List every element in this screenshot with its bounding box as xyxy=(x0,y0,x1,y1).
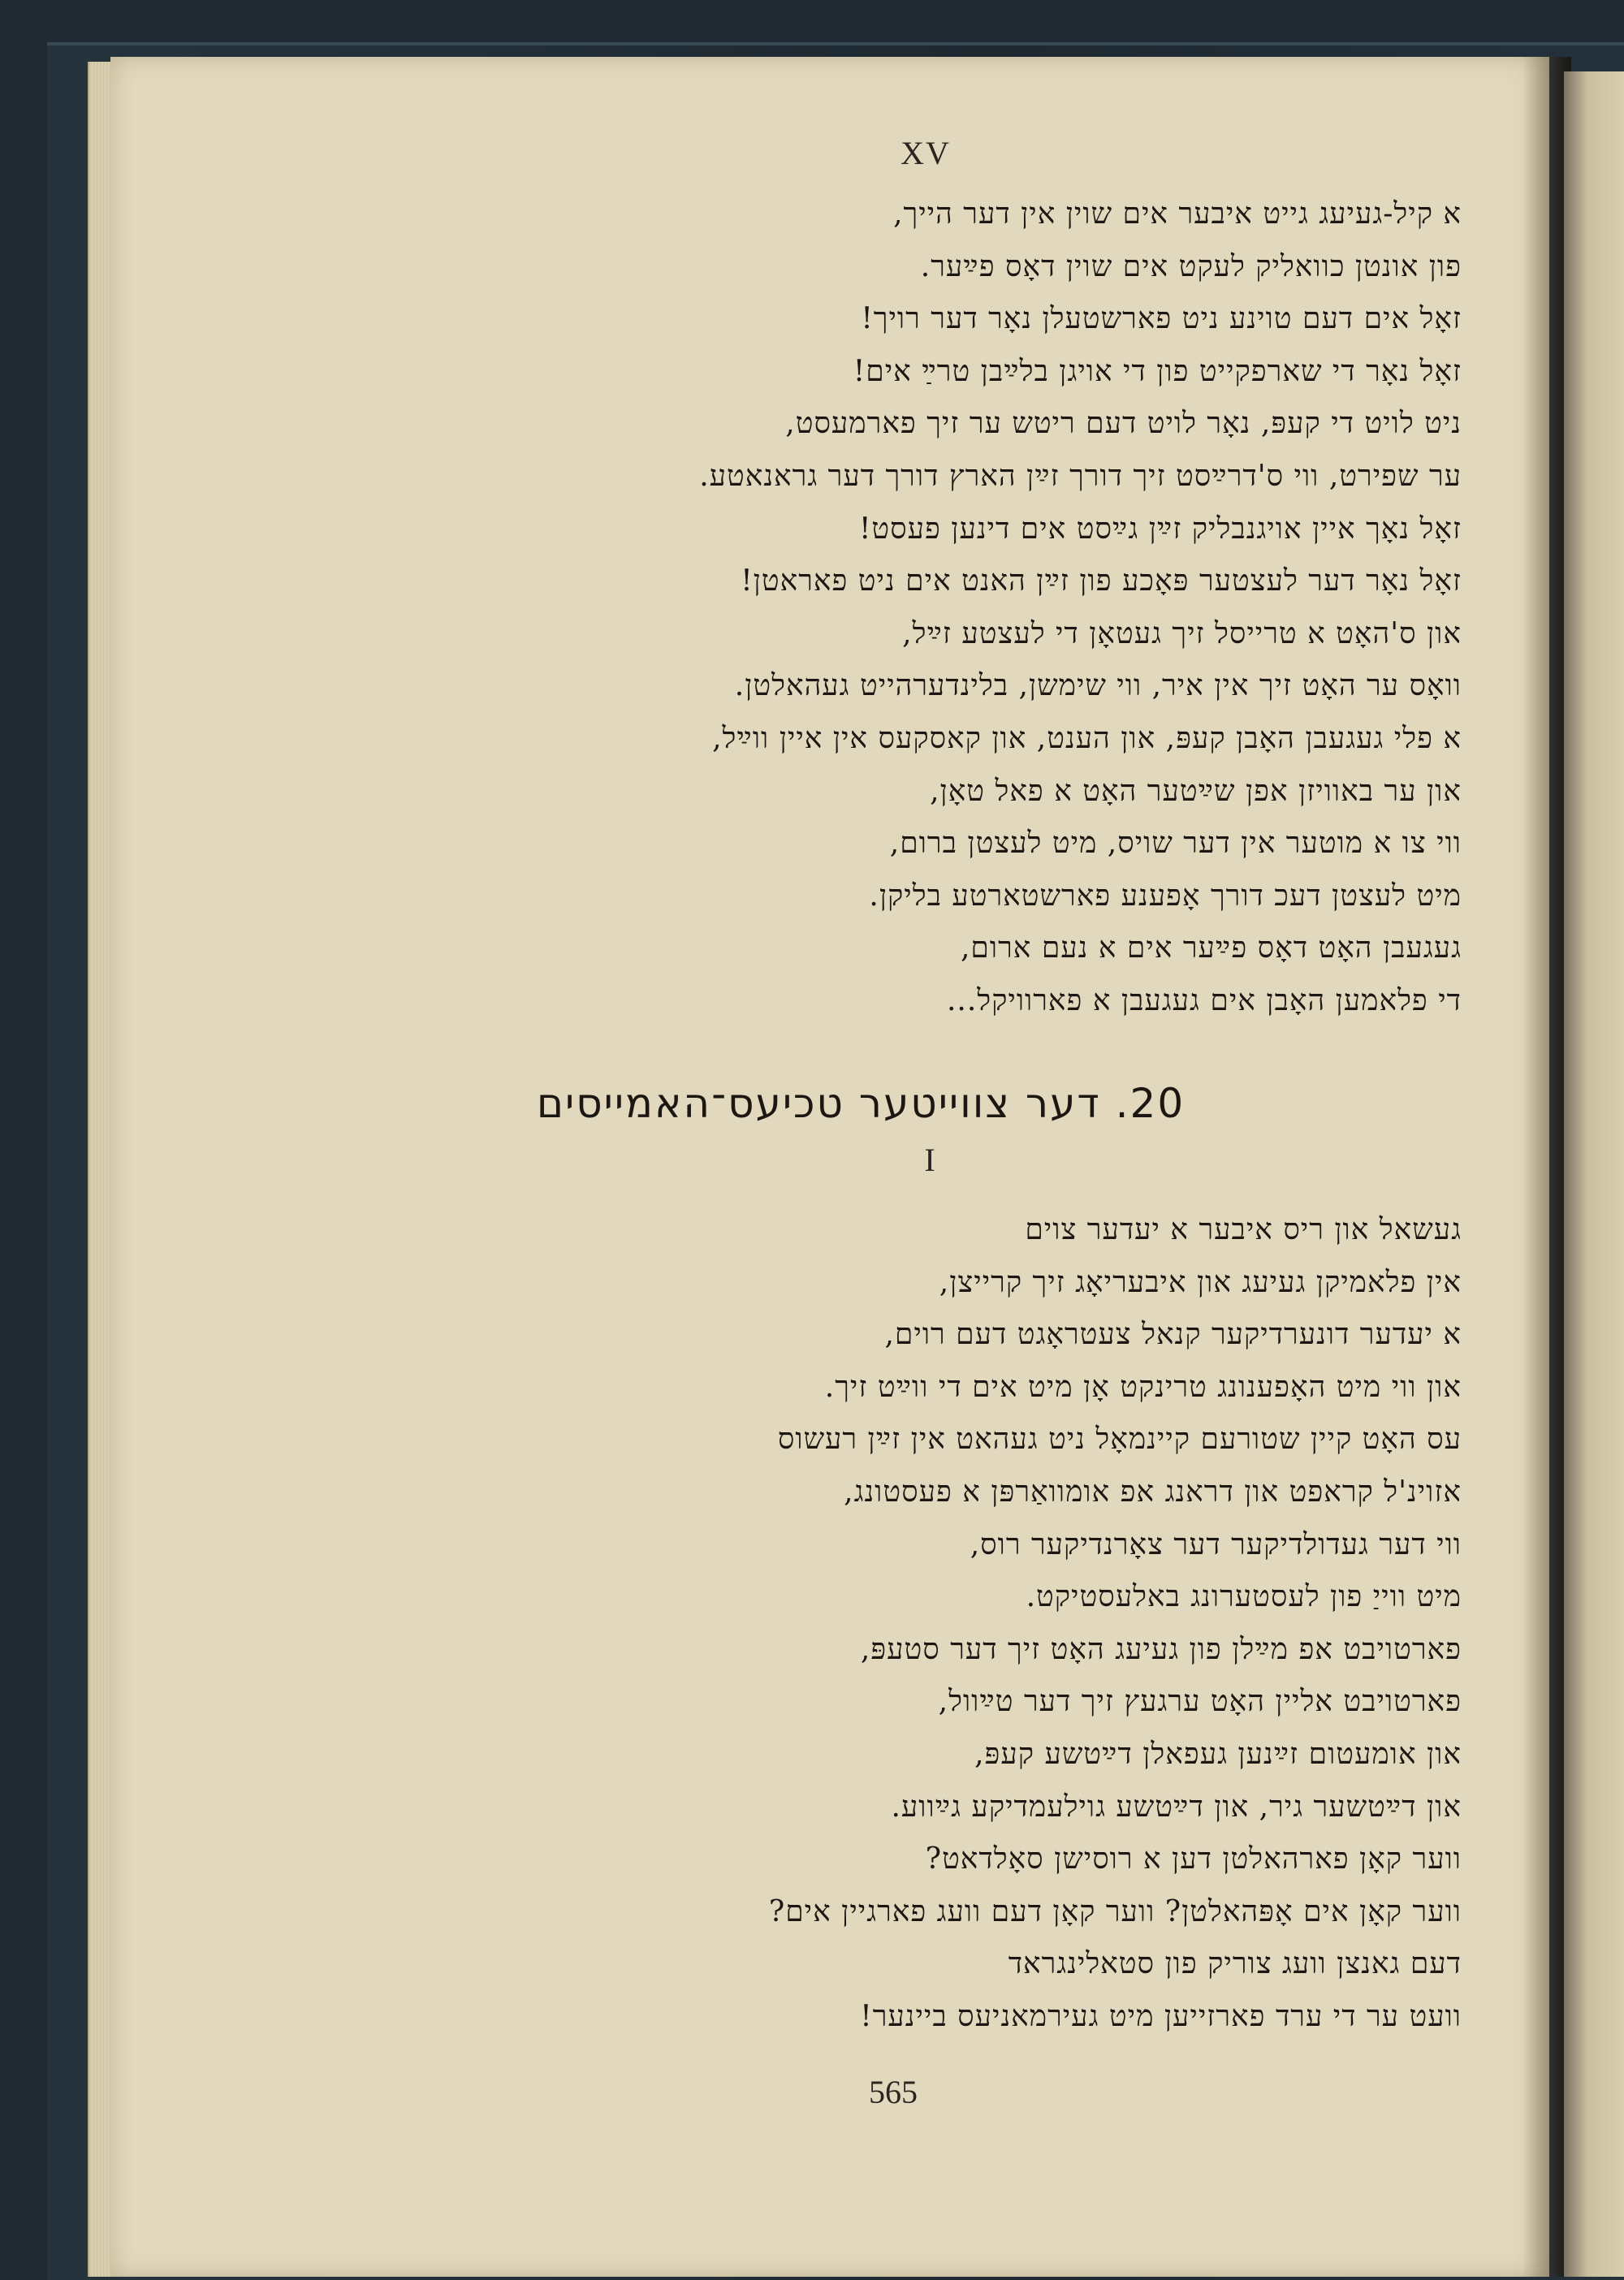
poem-line: זאָל נאָר די שארפקייט פון די אויגן בלײַבן טרײַ אים! xyxy=(853,354,1462,388)
poem-line: א יעדער דונערדיקער קנאל צעטראָגט דעם רוים, xyxy=(884,1318,1462,1352)
poem-line: געשאל און ריס איבער א יעדער צוים xyxy=(1025,1213,1462,1246)
poem-line: פון אונטן כוואליק לעקט אים שוין דאָס פײַער. xyxy=(920,249,1462,283)
poem-line: א פלי געגעבן האָבן קעפּ, און הענט, און קאסקעס אין איין ווײַל, xyxy=(712,721,1462,755)
poem-line: מיט ווייַ פון לעסטערונג באלעסטיקט. xyxy=(1026,1580,1462,1614)
poem-line: דעם גאנצן וועג צוריק פון סטאלינגראד xyxy=(1008,1947,1462,1981)
poem-line: די פלאמען האָבן אים געגעבן א פארוויקל... xyxy=(946,983,1462,1017)
poem-line: געגעבן האָט דאָס פײַער אים א נעם ארום, xyxy=(960,931,1462,965)
poem-line: וועט ער די ערד פארזייען מיט געירמאניעס ביינער! xyxy=(860,1999,1462,2033)
facing-page-edge xyxy=(1564,71,1624,2277)
poem-line: אין פלאמיקן געיעג און איבעריאָג זיך קרייצן, xyxy=(939,1265,1462,1299)
chapter-number: 20. xyxy=(1115,1080,1186,1127)
chapter-heading xyxy=(455,1080,1267,1127)
poem-line: אזוינ'ל קראפט און דראנג אפ אומוואַרפּן א פעסטונג, xyxy=(844,1475,1462,1509)
section-number: I xyxy=(924,1142,935,1178)
poem-line: ניט לויט די קעפּ, נאָר לויט דעם ריטש ער זיך פארמעסט, xyxy=(785,407,1462,441)
poem-body xyxy=(536,1204,1462,2044)
poem-line: א קיל-געיעג גייט איבער אים שוין אין דער הייך, xyxy=(893,197,1462,231)
poem-line: ער שפירט, ווי ס'דרײַסט זיך דורך זײַן הארץ דורך דער גראנאטע. xyxy=(699,459,1462,493)
poem-line: ווי צו א מוטער אין דער שויס, מיט לעצטן ברום, xyxy=(889,827,1462,861)
poem-line: עס האָט קיין שטורעם קיינמאָל ניט געהאט אין זײַן רעשוס xyxy=(777,1423,1462,1457)
poem-line: זאָל נאָר דער לעצטער פּאָכע פון זײַן האנט אים ניט פאראטן! xyxy=(741,564,1462,598)
poem-line: פארטויבט אליין האָט ערגעץ זיך דער טײַוול, xyxy=(938,1685,1462,1719)
poem-line: ווער קאָן פארהאלטן דען א רוסישן סאָלדאט? xyxy=(925,1842,1462,1876)
poem-line: ווי דער געדולדיקער דער צאָרנדיקער רוס, xyxy=(970,1527,1462,1561)
poem-line: ווער קאָן אים אָפּהאלטן? ווער קאָן דעם וועג פארגיין אים? xyxy=(768,1894,1462,1928)
poem-line: וואָס ער האָט זיך אין איר, ווי שימשן, בלינדערהייט געהאלטן. xyxy=(734,669,1462,703)
poem-continued xyxy=(536,188,1462,1028)
poem-line: מיט לעצטן דעכ דורך אָפענע פארשטארטע בליקן. xyxy=(869,879,1462,913)
poem-line: און דײַטשער גיר, און דײַטשע גוילעמדיקע גײַווע. xyxy=(891,1790,1462,1824)
poem-line: זאָל אים דעם טוינע ניט פארשטעלן נאָר דער רויך! xyxy=(861,302,1462,336)
poem-line: און ס'האָט א טרייסל זיך געטאָן די לעצטע זײַל, xyxy=(902,616,1462,650)
page-number: 565 xyxy=(869,2074,918,2110)
poem-line: פארטויבט אפ מײַלן פון געיעג האָט זיך דער סטעפּ, xyxy=(860,1632,1462,1666)
chapter-title: דער צווייטער טכיעס־האמייסים xyxy=(536,1080,1101,1127)
poem-line: און אומעטום זײַנען געפאלן דײַטשע קעפּ, xyxy=(974,1737,1462,1771)
poem-line: און ער באוויזן אפן שײַטער האָט א פאל טאָן, xyxy=(930,774,1462,808)
page-header: XV xyxy=(901,135,951,171)
poem-line: זאָל נאָך איין אויגנבליק זײַן גײַסט אים דינען פעסט! xyxy=(858,512,1462,546)
poem-line: און ווי מיט האָפענונג טרינקט אָן מיט אים די ווײַט זיך. xyxy=(824,1370,1462,1404)
